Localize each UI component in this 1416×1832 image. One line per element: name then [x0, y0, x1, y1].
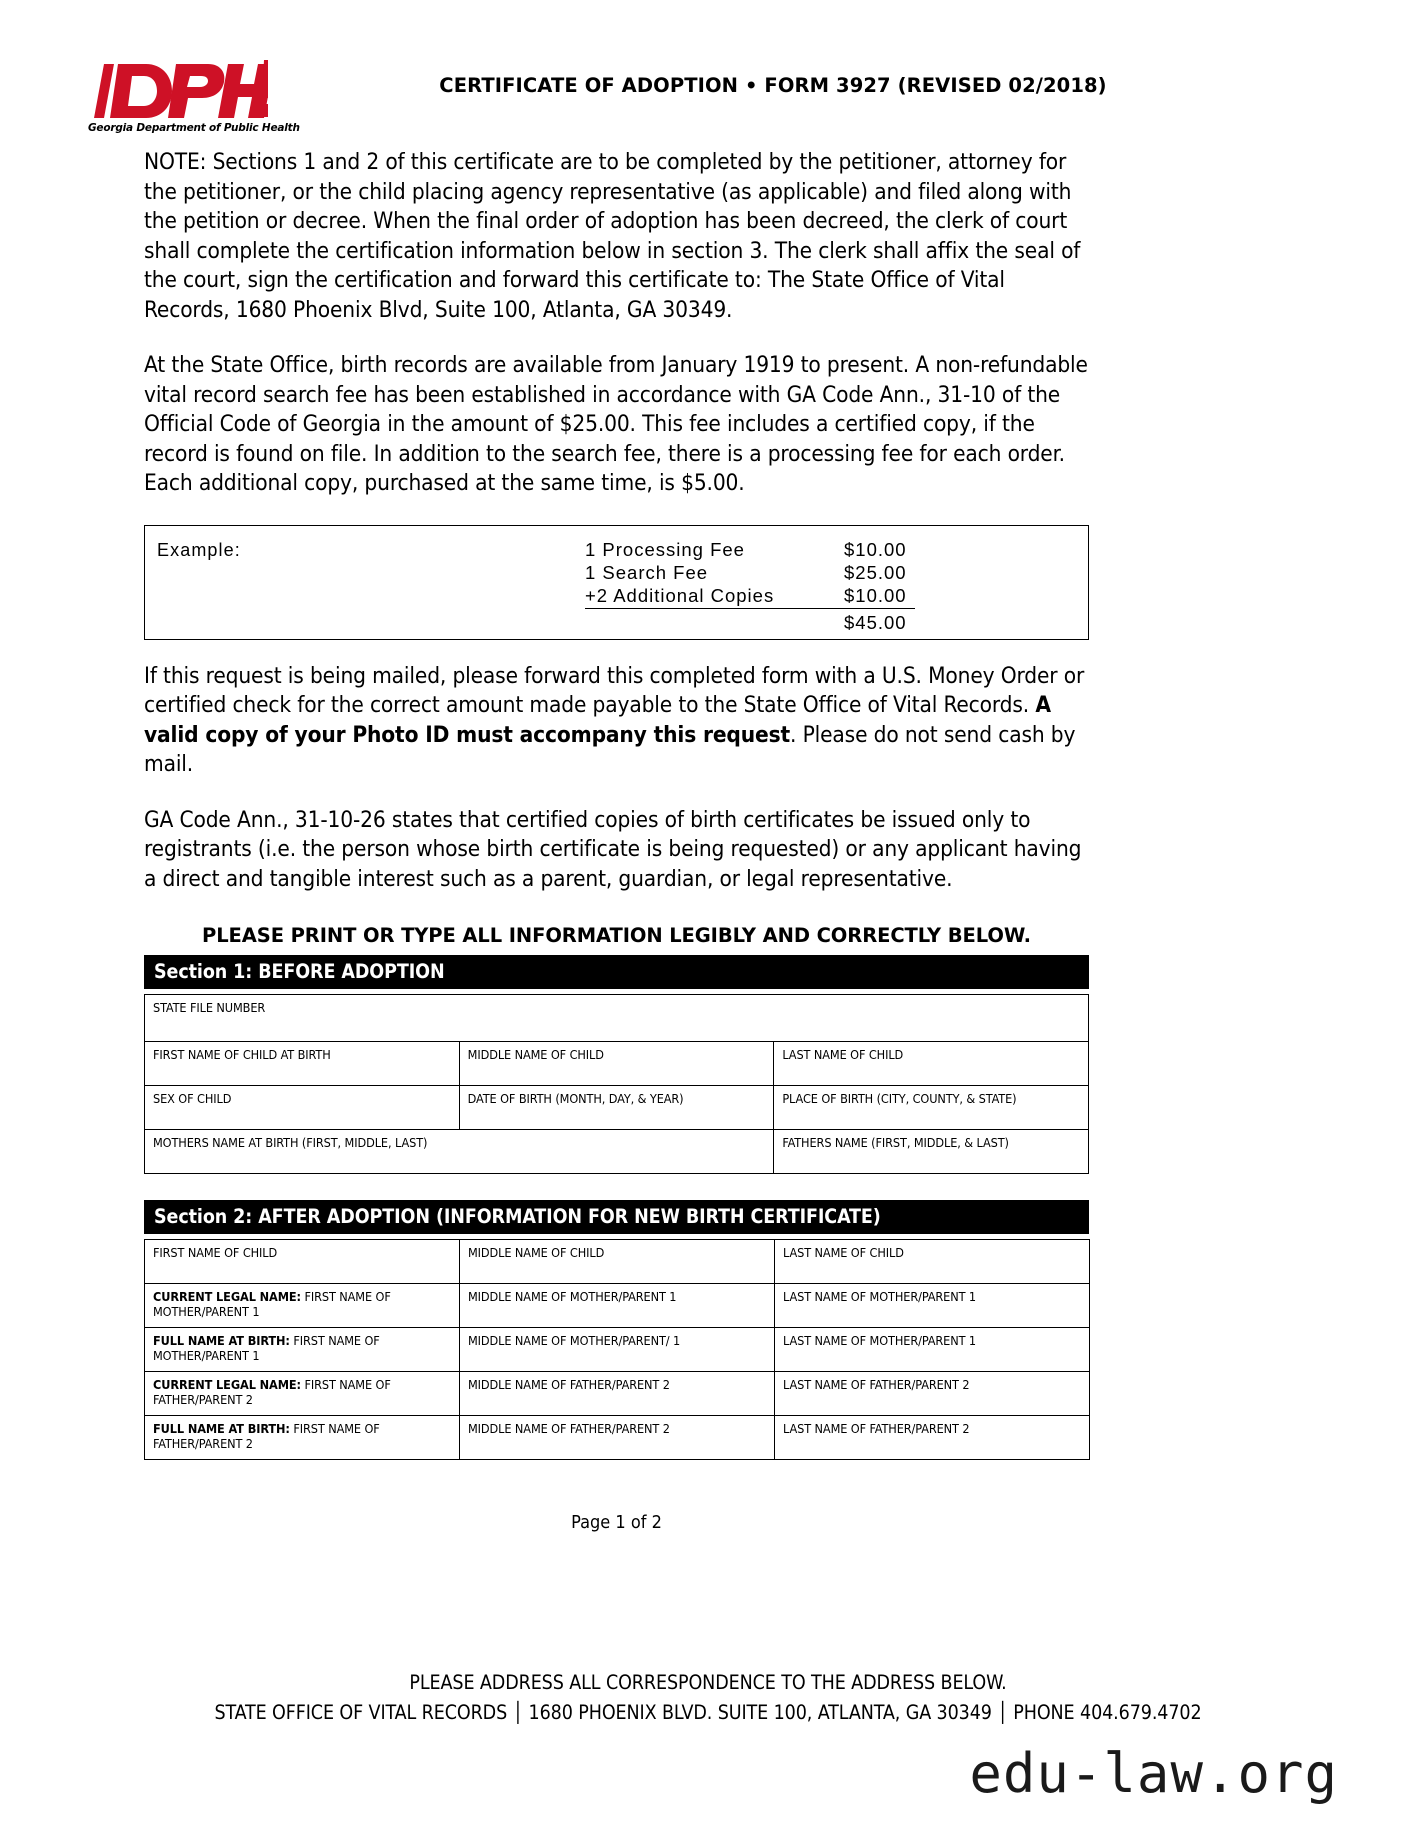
fees-paragraph: At the State Office, birth records are available from January 1919 to present. A non-refundable vital record search fee has been established in accordance with GA Code Ann., 31-10 of the Official Code of Georgia in the amount of $25.00. This fee includes a certified copy, if the record is found on file. In addition to the search fee, there is a processing fee for each order. Each additional copy, purchased at the same time, is $5.00. — [144, 352, 1088, 496]
field-label: FIRST NAME OF MOTHER/PARENT 1 — [153, 1333, 380, 1363]
fee-example-box — [144, 525, 1089, 640]
field-label: FIRST NAME OF FATHER/PARENT 2 — [153, 1377, 391, 1407]
mail-paragraph — [144, 662, 1089, 780]
field-birth-first-father[interactable] — [145, 1416, 460, 1460]
field-place-of-birth[interactable]: PLACE OF BIRTH (CITY, COUNTY, & STATE) — [774, 1086, 1089, 1130]
field-birth-first-mother[interactable] — [145, 1328, 460, 1372]
fee-row — [585, 584, 915, 609]
fee-row-amount: $10.00 — [844, 584, 907, 606]
table-row — [145, 995, 1089, 1042]
field-prefix: FULL NAME AT BIRTH: — [153, 1333, 290, 1348]
mail-paragraph-part1: If this request is being mailed, please forward this completed form with a U.S. Money Order or certified check for the correct amount made payable to the State Office of Vital Records. — [144, 662, 1085, 718]
table-row — [145, 1130, 1089, 1174]
footer-correspondence-line: PLEASE ADDRESS ALL CORRESPONDENCE TO THE ADDRESS BELOW. — [409, 1671, 1007, 1694]
watermark: edu-law.org — [969, 1742, 1338, 1805]
field-current-legal-first-mother[interactable] — [145, 1284, 460, 1328]
fee-total-row — [585, 609, 915, 634]
field-first-name-child-birth[interactable]: FIRST NAME OF CHILD AT BIRTH — [145, 1042, 460, 1086]
section-2-wrapper — [144, 1200, 1089, 1460]
table-row — [145, 1416, 1090, 1460]
field-current-legal-last-mother[interactable]: LAST NAME OF MOTHER/PARENT 1 — [775, 1284, 1090, 1328]
field-state-file-number[interactable]: STATE FILE NUMBER — [145, 995, 1089, 1042]
footer-address-line: STATE OFFICE OF VITAL RECORDS │ 1680 PHOENIX BLVD. SUITE 100, ATLANTA, GA 30349 │ PHONE 404.679.4702 — [214, 1701, 1202, 1724]
field-s2-last-name-child[interactable]: LAST NAME OF CHILD — [775, 1240, 1090, 1284]
field-current-legal-last-father[interactable]: LAST NAME OF FATHER/PARENT 2 — [775, 1372, 1090, 1416]
print-notice: PLEASE PRINT OR TYPE ALL INFORMATION LEGIBLY AND CORRECTLY BELOW. — [202, 924, 1031, 947]
field-mothers-name-at-birth[interactable]: MOTHERS NAME AT BIRTH (FIRST, MIDDLE, LAST) — [145, 1130, 774, 1174]
section-1-table — [144, 994, 1089, 1174]
fee-row-desc: 1 Search Fee — [585, 561, 709, 583]
field-sex-of-child[interactable]: SEX OF CHILD — [145, 1086, 460, 1130]
field-fathers-name[interactable]: FATHERS NAME (FIRST, MIDDLE, & LAST) — [774, 1130, 1089, 1174]
field-prefix: FULL NAME AT BIRTH: — [153, 1421, 290, 1436]
fee-total-amount: $45.00 — [844, 611, 907, 633]
field-birth-middle-father[interactable]: MIDDLE NAME OF FATHER/PARENT 2 — [460, 1416, 775, 1460]
page-footer — [0, 1668, 1416, 1728]
dph-logo-tagline: Georgia Department of Public Health — [88, 122, 300, 134]
field-current-legal-middle-father[interactable]: MIDDLE NAME OF FATHER/PARENT 2 — [460, 1372, 775, 1416]
section-1-header: Section 1: BEFORE ADOPTION — [144, 955, 1089, 989]
fee-example-label: Example: — [157, 539, 241, 560]
field-birth-middle-mother[interactable]: MIDDLE NAME OF MOTHER/PARENT/ 1 — [460, 1328, 775, 1372]
fee-row-amount: $25.00 — [844, 561, 907, 583]
mail-paragraph-part2: . Please do not send cash by mail. — [144, 721, 1076, 777]
field-s2-first-name-child[interactable]: FIRST NAME OF CHILD — [145, 1240, 460, 1284]
page-header — [0, 0, 1416, 134]
fee-example-rows — [585, 538, 1025, 634]
table-row — [145, 1240, 1090, 1284]
field-prefix: CURRENT LEGAL NAME: — [153, 1289, 301, 1304]
field-current-legal-middle-mother[interactable]: MIDDLE NAME OF MOTHER/PARENT 1 — [460, 1284, 775, 1328]
fee-row — [585, 561, 915, 584]
field-birth-last-mother[interactable]: LAST NAME OF MOTHER/PARENT 1 — [775, 1328, 1090, 1372]
fee-row-amount: $10.00 — [844, 538, 907, 560]
section-2-table — [144, 1239, 1090, 1460]
table-row — [145, 1284, 1090, 1328]
code-paragraph: GA Code Ann., 31-10-26 states that certified copies of birth certificates be issued only to registrants (i.e. the person whose birth certificate is being requested) or any applicant having a direct and tangible interest such as a parent, guardian, or legal representative. — [144, 806, 1082, 892]
table-row — [145, 1042, 1089, 1086]
field-middle-name-child[interactable]: MIDDLE NAME OF CHILD — [459, 1042, 774, 1086]
table-row — [145, 1086, 1089, 1130]
fee-row-desc: +2 Additional Copies — [585, 584, 775, 606]
field-label: FIRST NAME OF MOTHER/PARENT 1 — [153, 1289, 391, 1319]
page-number: Page 1 of 2 — [571, 1512, 662, 1533]
section-2-header: Section 2: AFTER ADOPTION (INFORMATION FOR NEW BIRTH CERTIFICATE) — [144, 1200, 1089, 1234]
field-current-legal-first-father[interactable] — [145, 1372, 460, 1416]
table-row — [145, 1372, 1090, 1416]
field-s2-middle-name-child[interactable]: MIDDLE NAME OF CHILD — [460, 1240, 775, 1284]
fee-row-desc: 1 Processing Fee — [585, 538, 745, 560]
field-birth-last-father[interactable]: LAST NAME OF FATHER/PARENT 2 — [775, 1416, 1090, 1460]
table-row — [145, 1328, 1090, 1372]
mail-paragraph-bold: A valid copy of your Photo ID must accompany this request — [144, 692, 1051, 748]
fee-row — [585, 538, 915, 561]
field-prefix: CURRENT LEGAL NAME: — [153, 1377, 301, 1392]
document-content — [144, 148, 1089, 1533]
note-paragraph: NOTE: Sections 1 and 2 of this certificate are to be completed by the petitioner, attorney for the petitioner, or the child placing agency representative (as applicable) and filed along with the petition or decree. When the final order of adoption has been decreed, the clerk of court shall complete the certification information below in section 3. The clerk shall affix the seal of the court, sign the certification and forward this certificate to: The State Office of Vital Records, 1680 Phoenix Blvd, Suite 100, Atlanta, GA 30349. — [144, 149, 1081, 323]
field-label: FIRST NAME OF FATHER/PARENT 2 — [153, 1421, 380, 1451]
page-title: CERTIFICATE OF ADOPTION • FORM 3927 (REVISED 02/2018) — [439, 74, 1107, 97]
field-date-of-birth[interactable]: DATE OF BIRTH (MONTH, DAY, & YEAR) — [459, 1086, 774, 1130]
field-last-name-child[interactable]: LAST NAME OF CHILD — [774, 1042, 1089, 1086]
